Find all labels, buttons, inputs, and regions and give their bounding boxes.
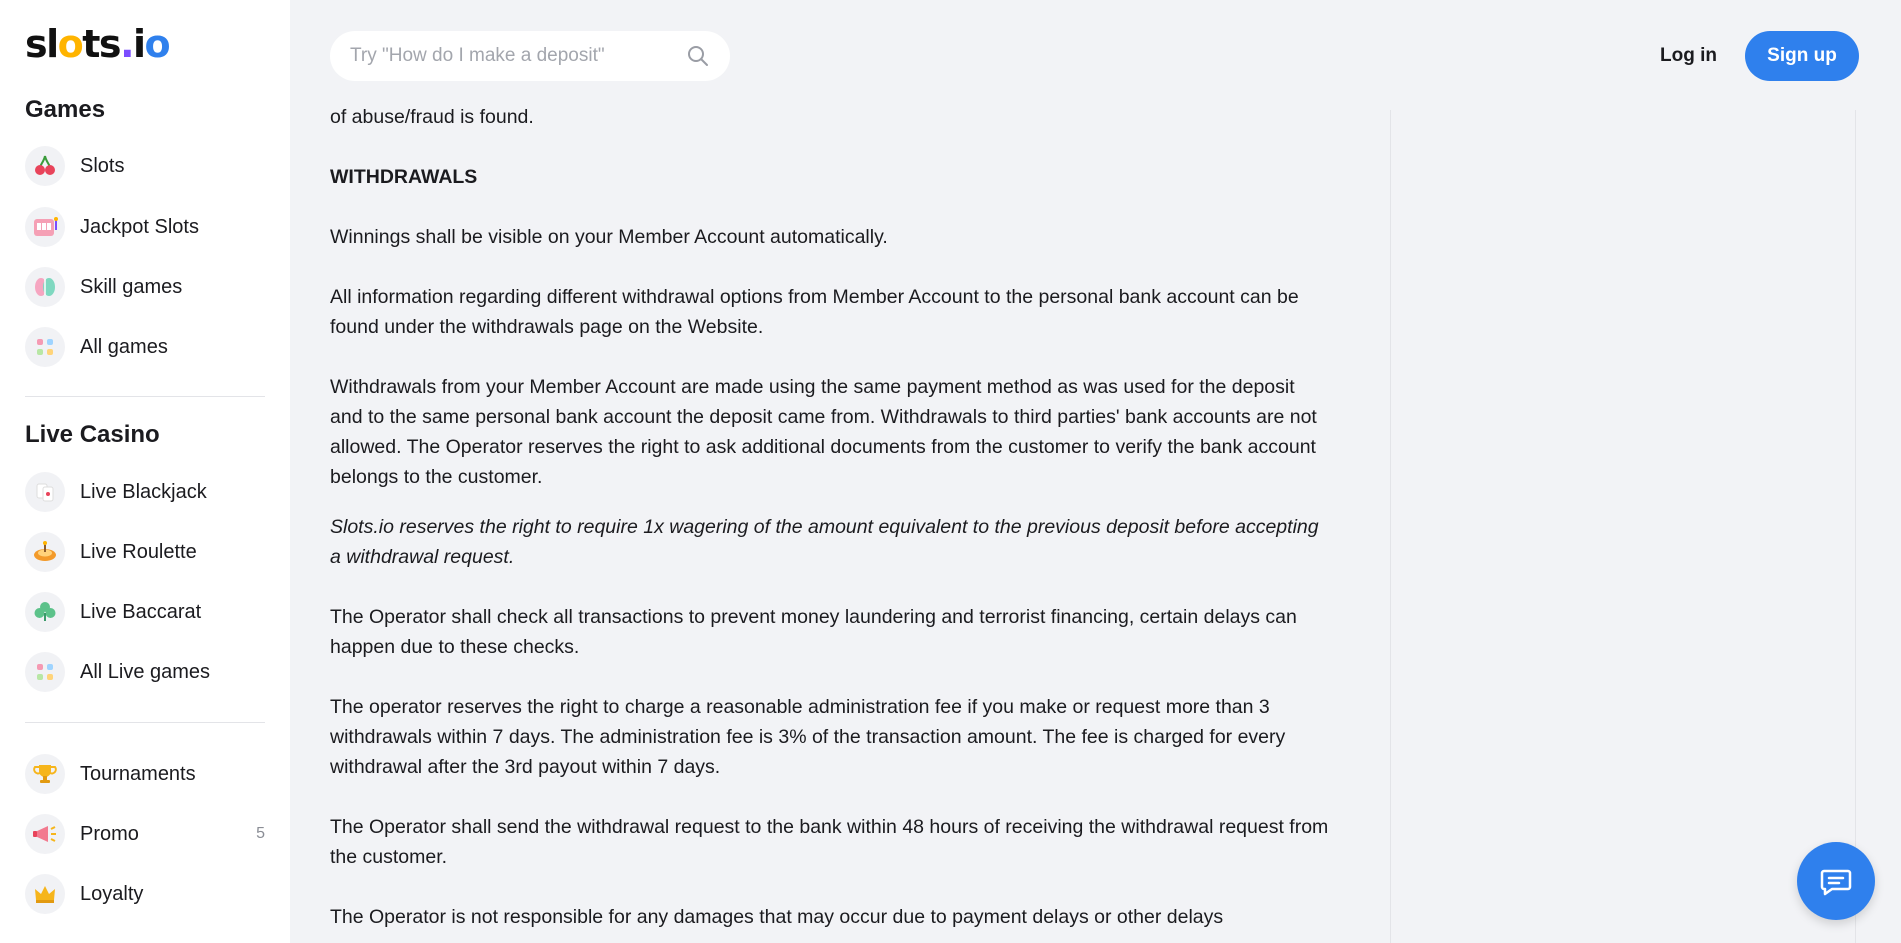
sidebar-item-tournaments[interactable] bbox=[25, 752, 265, 796]
sidebar-item-jackpot-slots[interactable] bbox=[25, 205, 265, 249]
sidebar-item-label: Live Baccarat bbox=[80, 600, 202, 623]
sidebar-item-skill-games[interactable] bbox=[25, 265, 265, 309]
promo-count-badge: 5 bbox=[256, 825, 265, 842]
sidebar-item-all-live-games[interactable] bbox=[25, 650, 265, 694]
sidebar-item-loyalty[interactable] bbox=[25, 872, 265, 916]
sidebar-item-slots[interactable] bbox=[25, 144, 265, 188]
sidebar-item-label: Promo bbox=[80, 822, 139, 845]
paragraph: Winnings shall be visible on your Member Account automatically. bbox=[330, 226, 888, 248]
paragraph: The Operator shall send the withdrawal request to the bank within 48 hours of receiving the withdrawal request from the customer. bbox=[330, 816, 1329, 868]
right-column bbox=[1390, 110, 1856, 943]
sidebar-divider bbox=[25, 396, 265, 397]
search-bar[interactable] bbox=[330, 31, 730, 81]
trophy-icon bbox=[25, 754, 65, 794]
paragraph-wagering-note: Slots.io reserves the right to require 1x wagering of the amount equivalent to the previous deposit before accepting a withdrawal request. bbox=[330, 516, 1319, 568]
section-heading-withdrawals: WITHDRAWALS bbox=[330, 166, 478, 188]
grid-icon bbox=[25, 652, 65, 692]
grid-icon bbox=[25, 327, 65, 367]
paragraph: The operator reserves the right to charge a reasonable administration fee if you make or request more than 3 withdrawals within 7 days. The administration fee is 3% of the transaction amount. The fee is charged for every withdrawal after the 3rd payout within 7 days. bbox=[330, 696, 1286, 778]
logo[interactable]: slots.io bbox=[25, 22, 170, 66]
sidebar-item-label: Live Roulette bbox=[80, 540, 197, 563]
sidebar-item-label: All Live games bbox=[80, 660, 211, 683]
paragraph: of abuse/fraud is found. bbox=[330, 106, 534, 128]
sidebar-item-live-baccarat[interactable] bbox=[25, 590, 265, 634]
signup-button[interactable]: Sign up bbox=[1745, 31, 1859, 81]
chat-icon bbox=[1816, 861, 1856, 901]
sidebar-item-promo[interactable] bbox=[25, 812, 265, 856]
sidebar bbox=[0, 0, 290, 943]
paragraph: Withdrawals from your Member Account are made using the same payment method as was used for the deposit and to the same personal bank account the deposit came from. Withdrawals to third parties' bank accounts are not allowed. The Operator reserves the right to ask additional documents from the customer to verify the bank account belongs to the customer. bbox=[330, 376, 1317, 488]
brain-icon bbox=[25, 267, 65, 307]
sidebar-item-label: Skill games bbox=[80, 275, 183, 298]
terms-content bbox=[330, 102, 1330, 943]
sidebar-item-label: Jackpot Slots bbox=[80, 215, 199, 238]
sidebar-item-label: Slots bbox=[80, 154, 125, 177]
cards-icon bbox=[25, 472, 65, 512]
sidebar-divider bbox=[25, 722, 265, 723]
search-icon[interactable] bbox=[686, 44, 710, 68]
roulette-icon bbox=[25, 532, 65, 572]
search-input[interactable] bbox=[350, 45, 686, 67]
club-icon bbox=[25, 592, 65, 632]
paragraph: All information regarding different withdrawal options from Member Account to the personal bank account can be found under the withdrawals page on the Website. bbox=[330, 286, 1299, 338]
sidebar-item-label: Tournaments bbox=[80, 762, 196, 785]
sidebar-item-live-roulette[interactable] bbox=[25, 530, 265, 574]
sidebar-item-label: All games bbox=[80, 335, 168, 358]
paragraph: The Operator is not responsible for any damages that may occur due to payment delays or other delays bbox=[330, 906, 1224, 928]
sidebar-item-label: Live Blackjack bbox=[80, 480, 207, 503]
paragraph: The Operator shall check all transactions to prevent money laundering and terrorist financing, certain delays can happen due to these checks. bbox=[330, 606, 1297, 658]
sidebar-item-label: Loyalty bbox=[80, 882, 144, 905]
login-button[interactable]: Log in bbox=[1660, 45, 1717, 66]
live-casino-section-title: Live Casino bbox=[25, 421, 160, 448]
chat-button[interactable] bbox=[1797, 842, 1875, 920]
sidebar-item-all-games[interactable] bbox=[25, 325, 265, 369]
games-section-title: Games bbox=[25, 96, 106, 123]
cherry-icon bbox=[25, 146, 65, 186]
slot-machine-icon bbox=[25, 207, 65, 247]
megaphone-icon bbox=[25, 814, 65, 854]
sidebar-item-live-blackjack[interactable] bbox=[25, 470, 265, 514]
crown-icon bbox=[25, 874, 65, 914]
